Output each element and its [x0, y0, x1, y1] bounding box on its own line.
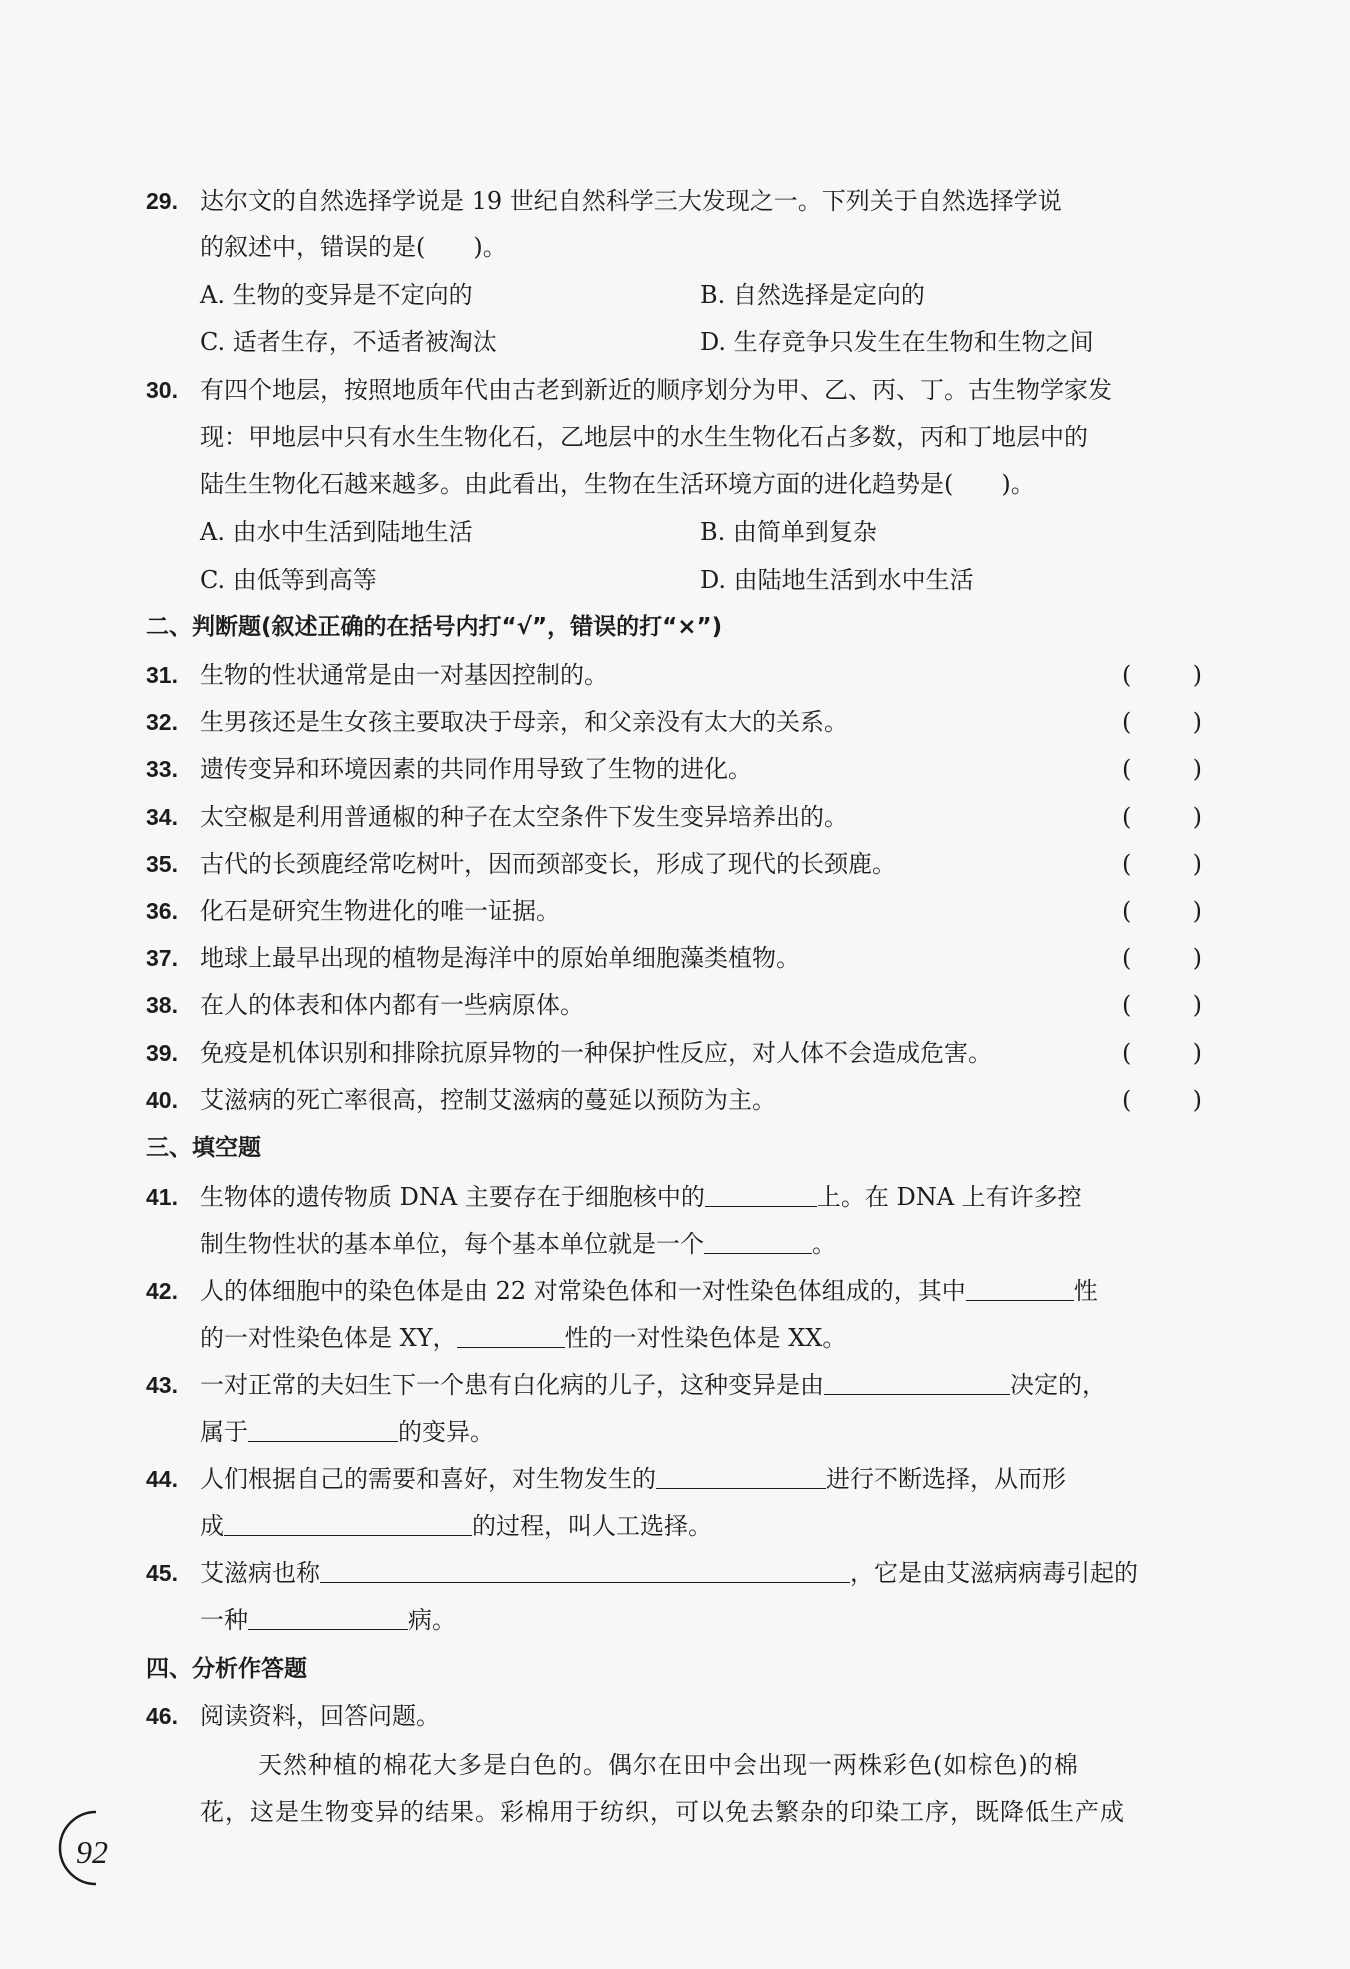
text-segment: 。	[812, 1230, 836, 1258]
question-text	[200, 1182, 1082, 1212]
question-number: 42.	[146, 1278, 178, 1304]
question-text: 地球上最早出现的植物是海洋中的原始单细胞藻类植物。	[200, 944, 800, 972]
open-paren: (	[1122, 1039, 1132, 1067]
fill-blank[interactable]	[656, 1466, 826, 1489]
text-segment: 的变异。	[398, 1418, 494, 1446]
question-number: 37.	[146, 945, 178, 971]
question-text: 在人的体表和体内都有一些病原体。	[200, 991, 584, 1019]
question-text: 达尔文的自然选择学说是 19 世纪自然科学三大发现之一。下列关于自然选择学说	[200, 187, 1062, 215]
close-paren: )	[1192, 708, 1202, 736]
close-paren: )	[1192, 850, 1202, 878]
text-segment: 上。在 DNA 上有许多控	[816, 1183, 1082, 1211]
answer-parentheses[interactable]	[1122, 896, 1202, 926]
section-heading: 二、判断题(叙述正确的在括号内打“√”，错误的打“×”)	[146, 614, 723, 640]
open-paren: (	[1122, 803, 1132, 831]
question-text: 艾滋病的死亡率很高，控制艾滋病的蔓延以预防为主。	[200, 1086, 776, 1114]
question-number: 44.	[146, 1466, 178, 1492]
answer-parentheses[interactable]	[1122, 943, 1202, 973]
open-paren: (	[1122, 991, 1132, 1019]
answer-parentheses[interactable]	[1122, 1085, 1202, 1115]
text-segment: 艾滋病也称	[200, 1559, 320, 1587]
answer-parentheses[interactable]	[1122, 660, 1202, 690]
open-paren: (	[1122, 661, 1132, 689]
fill-blank[interactable]	[248, 1607, 408, 1630]
open-paren: (	[1122, 850, 1132, 878]
text-segment: 生物体的遗传物质 DNA 主要存在于细胞核中的	[200, 1183, 705, 1211]
text-segment: 进行不断选择，从而形	[826, 1465, 1066, 1493]
question-text: 陆生生物化石越来越多。由此看出，生物在生活环境方面的进化趋势是( )。	[200, 470, 1035, 498]
question-number: 46.	[146, 1703, 178, 1729]
question-number: 31.	[146, 662, 178, 688]
question-number: 33.	[146, 756, 178, 782]
text-segment: 一种	[200, 1606, 248, 1634]
close-paren: )	[1192, 755, 1202, 783]
question-text	[200, 1605, 456, 1635]
answer-parentheses[interactable]	[1122, 849, 1202, 879]
open-paren: (	[1122, 755, 1132, 783]
text-segment: ，它是由艾滋病病毒引起的	[850, 1559, 1138, 1587]
fill-blank[interactable]	[704, 1231, 812, 1254]
fill-blank[interactable]	[457, 1325, 565, 1348]
open-paren: (	[1122, 1086, 1132, 1114]
fill-blank[interactable]	[824, 1372, 1010, 1395]
fill-blank[interactable]	[320, 1560, 850, 1583]
option-c: C. 由低等到高等	[200, 566, 377, 594]
text-segment: 一对正常的夫妇生下一个患有白化病的儿子，这种变异是由	[200, 1371, 824, 1399]
question-text	[200, 1558, 1138, 1588]
question-text: 化石是研究生物进化的唯一证据。	[200, 897, 560, 925]
question-text	[200, 1229, 836, 1259]
question-number: 34.	[146, 804, 178, 830]
question-text: 阅读资料，回答问题。	[200, 1702, 440, 1730]
close-paren: )	[1192, 1039, 1202, 1067]
text-segment: 的过程，叫人工选择。	[472, 1512, 712, 1540]
open-paren: (	[1122, 897, 1132, 925]
question-number: 29.	[146, 188, 178, 214]
question-number: 39.	[146, 1040, 178, 1066]
close-paren: )	[1192, 897, 1202, 925]
text-segment: 制生物性状的基本单位，每个基本单位就是一个	[200, 1230, 704, 1258]
answer-parentheses[interactable]	[1122, 990, 1202, 1020]
question-text	[200, 1417, 494, 1447]
question-text: 生物的性状通常是由一对基因控制的。	[200, 661, 608, 689]
question-text: 遗传变异和环境因素的共同作用导致了生物的进化。	[200, 755, 752, 783]
text-segment: 人们根据自己的需要和喜好，对生物发生的	[200, 1465, 656, 1493]
text-segment: 人的体细胞中的染色体是由 22 对常染色体和一对性染色体组成的，其中	[200, 1277, 966, 1305]
open-paren: (	[1122, 944, 1132, 972]
question-text: 古代的长颈鹿经常吃树叶，因而颈部变长，形成了现代的长颈鹿。	[200, 850, 896, 878]
answer-parentheses[interactable]	[1122, 707, 1202, 737]
text-segment: 的一对性染色体是 XY，	[200, 1324, 457, 1352]
fill-blank[interactable]	[248, 1419, 398, 1442]
close-paren: )	[1192, 661, 1202, 689]
question-number: 43.	[146, 1372, 178, 1398]
page-number: 92	[76, 1834, 108, 1870]
question-text: 生男孩还是生女孩主要取决于母亲，和父亲没有太大的关系。	[200, 708, 848, 736]
answer-parentheses[interactable]	[1122, 754, 1202, 784]
fill-blank[interactable]	[705, 1184, 817, 1207]
question-text	[200, 1276, 1098, 1306]
option-a: A. 生物的变异是不定向的	[200, 281, 473, 309]
question-number: 36.	[146, 898, 178, 924]
question-text	[200, 1511, 712, 1541]
section-heading: 四、分析作答题	[146, 1656, 307, 1682]
question-number: 32.	[146, 709, 178, 735]
reading-paragraph: 天然种植的棉花大多是白色的。偶尔在田中会出现一两株彩色(如棕色)的棉	[258, 1751, 1079, 1779]
answer-parentheses[interactable]	[1122, 802, 1202, 832]
reading-paragraph: 花，这是生物变异的结果。彩棉用于纺织，可以免去繁杂的印染工序，既降低生产成	[200, 1798, 1125, 1826]
option-c: C. 适者生存，不适者被淘汰	[200, 328, 497, 356]
text-segment: 决定的，	[1010, 1371, 1106, 1399]
text-segment: 病。	[408, 1606, 456, 1634]
close-paren: )	[1192, 803, 1202, 831]
close-paren: )	[1192, 991, 1202, 1019]
question-number: 45.	[146, 1560, 178, 1586]
question-text: 免疫是机体识别和排除抗原异物的一种保护性反应，对人体不会造成危害。	[200, 1039, 992, 1067]
text-segment: 性	[1073, 1277, 1098, 1305]
question-text	[200, 1323, 846, 1353]
question-number: 41.	[146, 1184, 178, 1210]
option-d: D. 由陆地生活到水中生活	[700, 566, 974, 594]
question-number: 40.	[146, 1087, 178, 1113]
question-text: 的叙述中，错误的是( )。	[200, 233, 507, 261]
option-a: A. 由水中生活到陆地生活	[200, 518, 473, 546]
text-segment: 属于	[200, 1418, 248, 1446]
question-text: 有四个地层，按照地质年代由古老到新近的顺序划分为甲、乙、丙、丁。古生物学家发	[200, 376, 1112, 404]
question-number: 30.	[146, 377, 178, 403]
close-paren: )	[1192, 944, 1202, 972]
question-text: 现：甲地层中只有水生生物化石，乙地层中的水生生物化石占多数，丙和丁地层中的	[200, 423, 1088, 451]
open-paren: (	[1122, 708, 1132, 736]
close-paren: )	[1192, 1086, 1202, 1114]
text-segment: 成	[200, 1512, 224, 1540]
question-number: 38.	[146, 992, 178, 1018]
text-segment: 性的一对性染色体是 XX。	[564, 1324, 847, 1352]
option-d: D. 生存竞争只发生在生物和生物之间	[700, 328, 1094, 356]
answer-parentheses[interactable]	[1122, 1038, 1202, 1068]
question-text	[200, 1370, 1106, 1400]
fill-blank[interactable]	[224, 1513, 472, 1536]
question-number: 35.	[146, 851, 178, 877]
option-b: B. 由简单到复杂	[700, 518, 877, 546]
fill-blank[interactable]	[966, 1278, 1074, 1301]
section-heading: 三、填空题	[146, 1135, 261, 1161]
option-b: B. 自然选择是定向的	[700, 281, 925, 309]
question-text: 太空椒是利用普通椒的种子在太空条件下发生变异培养出的。	[200, 803, 848, 831]
question-text	[200, 1464, 1066, 1494]
